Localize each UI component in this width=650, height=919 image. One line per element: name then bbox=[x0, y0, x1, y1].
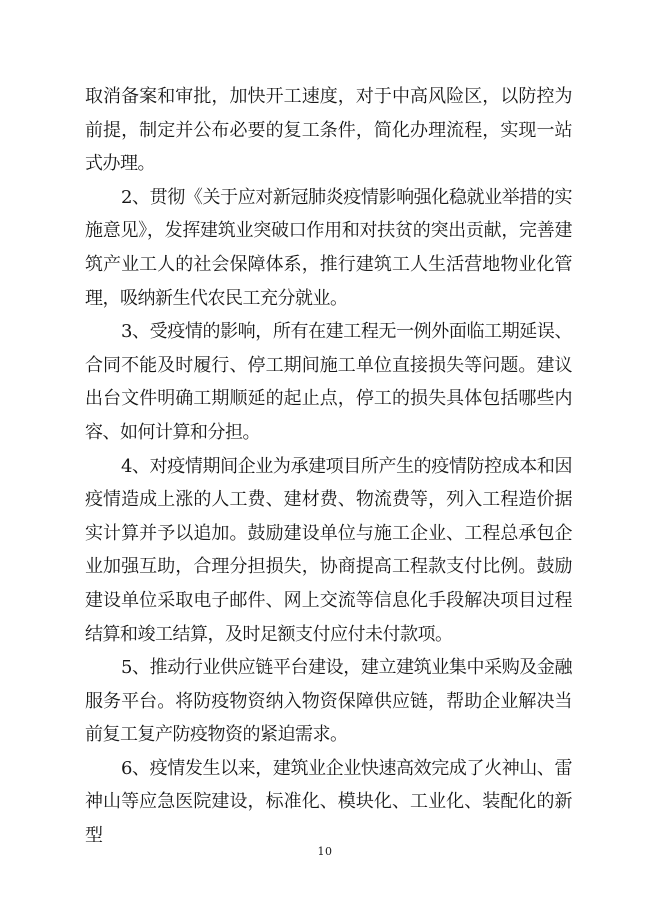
paragraph: 2、贯彻《关于应对新冠肺炎疫情影响强化稳就业举措的实施意见》，发挥建筑业突破口作用和对扶贫的突出贡献，完善建筑产业工人的社会保障体系，推行建筑工人生活营地物业化管理，吸纳新生代农民工充分就业。 bbox=[85, 186, 572, 309]
paragraph: 4、对疫情期间企业为承建项目所产生的疫情防控成本和因疫情造成上涨的人工费、建材费、物流费等，列入工程造价据实计算并予以追加。鼓励建设单位与施工企业、工程总承包企业加强互助，合理分担损失，协商提高工程款支付比例。鼓励建设单位采取电子邮件、网上交流等信息化手段解决项目过程结算和竣工结算，及时足额支付应付未付款项。 bbox=[85, 455, 572, 645]
paragraph: 3、受疫情的影响，所有在建工程无一例外面临工期延误、合同不能及时履行、停工期间施工单位直接损失等问题。建议出台文件明确工期顺延的起止点，停工的损失具体包括哪些内容、如何计算和分担。 bbox=[85, 321, 572, 443]
paragraph: 5、推动行业供应链平台建设，建立建筑业集中采购及金融服务平台。将防疫物资纳入物资保障供应链，帮助企业解决当前复工复产防疫物资的紧迫需求。 bbox=[85, 657, 572, 746]
page-number-label: 10 bbox=[317, 845, 333, 858]
paragraph: 6、疫情发生以来，建筑业企业快速高效完成了火神山、雷神山等应急医院建设，标准化、模块化、工业化、装配化的新型 bbox=[85, 757, 572, 847]
paragraph: 取消备案和审批，加快开工速度，对于中高风险区，以防控为前提，制定并公布必要的复工条件，简化办理流程，实现一站式办理。 bbox=[85, 86, 572, 175]
document-body bbox=[85, 80, 572, 853]
